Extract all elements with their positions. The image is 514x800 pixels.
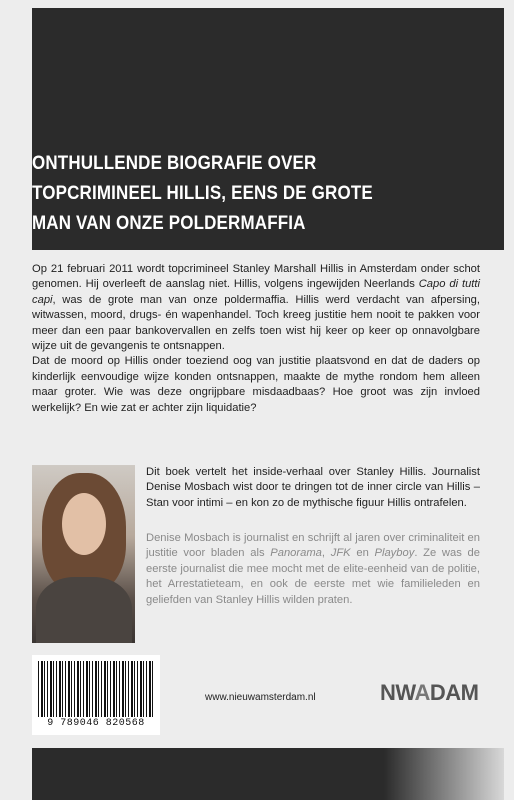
headline-line-1: ONTHULLENDE BIOGRAFIE OVER (32, 152, 317, 174)
author-bio-i1: Panorama (270, 547, 322, 560)
publisher-logo: NWADAM (380, 680, 479, 705)
author-bio-b: , (321, 547, 331, 560)
headline (32, 148, 424, 238)
author-bio-i2: JFK (330, 547, 351, 560)
book-description: Dit boek vertelt het inside-verhaal over Stanley Hillis. Journalist Denise Mosbach wist door te dringen tot de inner circle van Hillis – Stan voor intimi – en kon zo de mythische figuur Hillis ontrafelen. (146, 466, 480, 509)
author-bio-c: en (350, 547, 375, 560)
headline-line-2: TOPCRIMINEEL HILLIS, EENS DE GROTE (32, 182, 373, 204)
author-bio-i3: Playboy (374, 547, 415, 560)
author-bio (146, 531, 480, 608)
author-photo (32, 465, 135, 643)
barcode (32, 655, 160, 735)
bottom-dark-band (32, 748, 504, 800)
intro-paragraph-2: Dat de moord op Hillis onder toeziend oog van justitie plaatsvond en dat de daders op kinderlijk eenvoudige wijze konden ontsnappen, maakte de mythe rondom hem alleen maar groter. Wie was deze ongrijpbare misdaadbaas? Hoe groot was zijn invloed werkelijk? En wie zat er achter zijn liquidatie? (32, 355, 480, 414)
author-bio-d: . Ze was de eerste journalist die mee mocht met de elite-eenheid van de politie, het Arrestatieteam, en ook de eerste met wie familieleden en geliefden van Stanley Hillis wilden praten. (146, 547, 480, 606)
author-bio-a: Denise Mosbach is journalist en schrijft al jaren over criminaliteit en justitie voor bladen als (146, 532, 480, 560)
intro-text (32, 262, 480, 416)
intro-p1-italic: Capo di tutti capi (32, 278, 480, 306)
publisher-website: www.nieuwamsterdam.nl (205, 692, 316, 703)
intro-paragraph-1 (32, 262, 480, 354)
headline-line-3: MAN VAN ONZE POLDERMAFFIA (32, 212, 306, 234)
intro-p1-b: , was de grote man van onze poldermaffia. Hillis werd verdacht van afpersing, witwassen, moord, drugs- én wapenhandel. Toch kreeg justitie hem nooit te pakken voor meer dan een paar bankovervallen en zelfs toen wist hij keer op keer op onnavolgbare wijze uit de gevangenis te ontsnappen. (32, 293, 480, 353)
barcode-number: 9 789046 820568 (47, 718, 145, 729)
intro-p1-a: Op 21 februari 2011 wordt topcrimineel Stanley Marshall Hillis in Amsterdam onder schot genomen. Hij overleeft de aanslag niet. Hillis, volgens ingewijden Neerlands (32, 263, 480, 291)
barcode-bars (38, 661, 154, 717)
